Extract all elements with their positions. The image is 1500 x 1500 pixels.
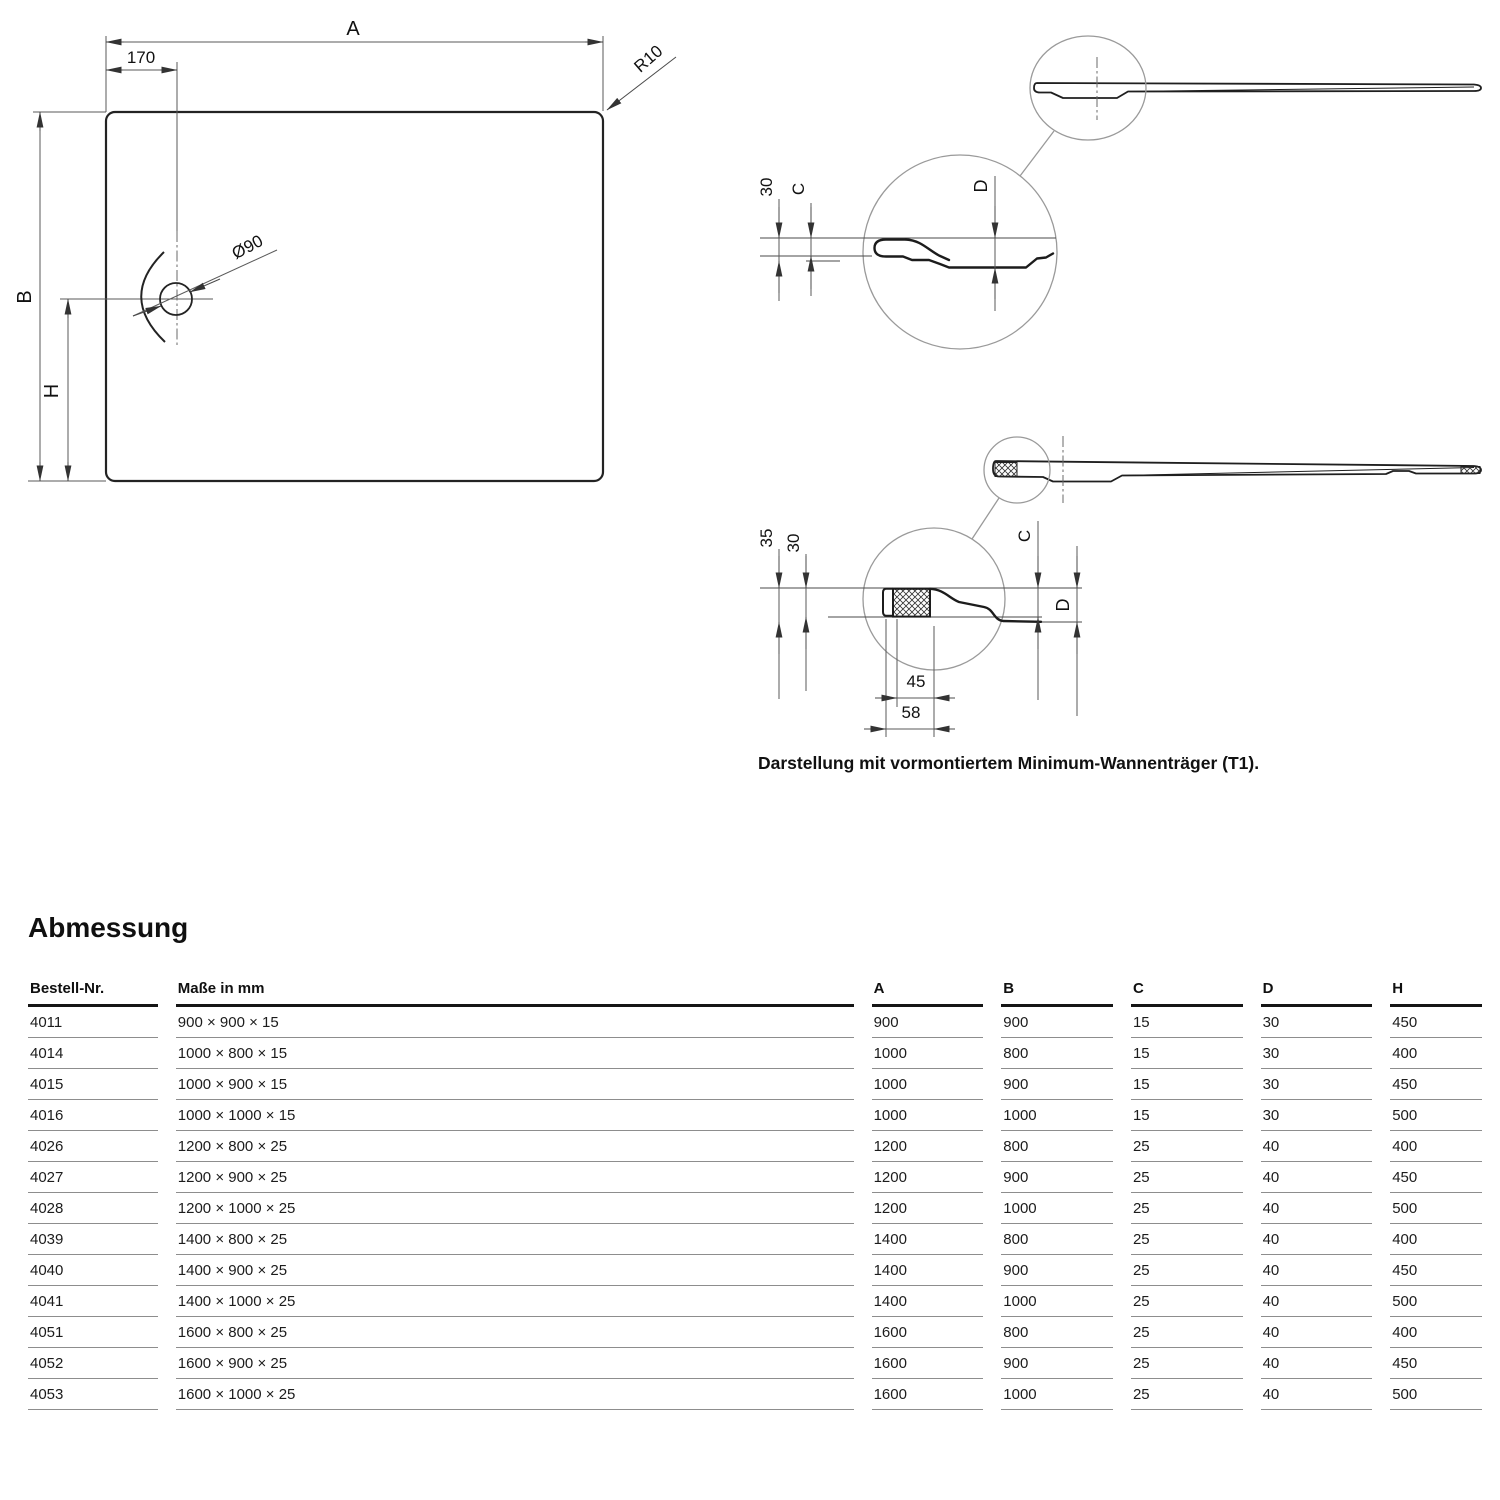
cell-size: 1200 × 1000 × 25 — [176, 1193, 854, 1224]
cell-c: 25 — [1131, 1379, 1243, 1410]
cell-h: 400 — [1390, 1317, 1482, 1348]
cell-d: 40 — [1261, 1255, 1373, 1286]
cell-order-number: 4052 — [28, 1348, 158, 1379]
cell-h: 500 — [1390, 1193, 1482, 1224]
table-row — [28, 1100, 1482, 1131]
carrier-hatch-left — [995, 463, 1017, 477]
dim-label-d-carrier: D — [1053, 598, 1073, 612]
cell-order-number: 4053 — [28, 1379, 158, 1410]
cell-a: 1000 — [872, 1100, 984, 1131]
cell-c: 25 — [1131, 1317, 1243, 1348]
cell-d: 40 — [1261, 1317, 1373, 1348]
cell-h: 500 — [1390, 1100, 1482, 1131]
cell-size: 1400 × 800 × 25 — [176, 1224, 854, 1255]
dim-label-h: H — [41, 383, 63, 399]
cell-order-number: 4011 — [28, 1007, 158, 1038]
cell-h: 450 — [1390, 1069, 1482, 1100]
cell-a: 1200 — [872, 1162, 984, 1193]
col-header-masse: Maße in mm — [176, 980, 854, 1007]
cell-order-number: 4015 — [28, 1069, 158, 1100]
drawing-caption: Darstellung mit vormontiertem Minimum-Wannenträger (T1). — [758, 753, 1260, 773]
cell-a: 1400 — [872, 1255, 984, 1286]
cell-a: 1000 — [872, 1069, 984, 1100]
table-row — [28, 1131, 1482, 1162]
cell-h: 450 — [1390, 1255, 1482, 1286]
cell-c: 15 — [1131, 1007, 1243, 1038]
cell-h: 500 — [1390, 1286, 1482, 1317]
cell-a: 1400 — [872, 1286, 984, 1317]
cell-h: 450 — [1390, 1348, 1482, 1379]
cell-a: 1200 — [872, 1131, 984, 1162]
cell-size: 1400 × 900 × 25 — [176, 1255, 854, 1286]
cell-d: 40 — [1261, 1224, 1373, 1255]
dim-label-d: D — [971, 179, 991, 193]
cell-c: 25 — [1131, 1224, 1243, 1255]
cell-order-number: 4028 — [28, 1193, 158, 1224]
cell-d: 30 — [1261, 1069, 1373, 1100]
cell-d: 40 — [1261, 1286, 1373, 1317]
cell-h: 450 — [1390, 1007, 1482, 1038]
cell-c: 15 — [1131, 1100, 1243, 1131]
cell-d: 30 — [1261, 1007, 1373, 1038]
col-header-b: B — [1001, 980, 1113, 1007]
carrier-section-drawing — [757, 436, 1481, 773]
cell-b: 900 — [1001, 1162, 1113, 1193]
table-row — [28, 1286, 1482, 1317]
cell-order-number: 4051 — [28, 1317, 158, 1348]
cell-b: 800 — [1001, 1317, 1113, 1348]
cell-c: 25 — [1131, 1162, 1243, 1193]
cell-a: 1600 — [872, 1348, 984, 1379]
table-row — [28, 1162, 1482, 1193]
cell-b: 800 — [1001, 1224, 1113, 1255]
detail-circle — [863, 155, 1057, 349]
cell-order-number: 4039 — [28, 1224, 158, 1255]
cell-h: 450 — [1390, 1162, 1482, 1193]
cell-h: 400 — [1390, 1038, 1482, 1069]
cell-a: 1600 — [872, 1317, 984, 1348]
cell-d: 40 — [1261, 1379, 1373, 1410]
cell-size: 1600 × 800 × 25 — [176, 1317, 854, 1348]
cell-c: 15 — [1131, 1069, 1243, 1100]
dim-label-30: 30 — [757, 177, 776, 197]
dim-label-170: 170 — [126, 48, 156, 67]
cell-a: 1400 — [872, 1224, 984, 1255]
table-row — [28, 1007, 1482, 1038]
plan-view-drawing — [14, 18, 676, 481]
cell-b: 1000 — [1001, 1193, 1113, 1224]
table-row — [28, 1069, 1482, 1100]
section-title: Abmessung — [28, 912, 189, 943]
cell-order-number: 4041 — [28, 1286, 158, 1317]
dim-label-c: C — [789, 182, 808, 196]
table-row — [28, 1038, 1482, 1069]
table-row — [28, 1193, 1482, 1224]
cell-size: 1000 × 1000 × 15 — [176, 1100, 854, 1131]
cell-order-number: 4040 — [28, 1255, 158, 1286]
side-section-drawing — [757, 36, 1481, 349]
col-header-h: H — [1390, 980, 1482, 1007]
tray-carrier-profile — [993, 461, 1481, 482]
dim-label-c-carrier: C — [1015, 529, 1034, 543]
cell-c: 25 — [1131, 1193, 1243, 1224]
cell-b: 900 — [1001, 1255, 1113, 1286]
cell-order-number: 4026 — [28, 1131, 158, 1162]
cell-size: 1200 × 900 × 25 — [176, 1162, 854, 1193]
cell-c: 25 — [1131, 1286, 1243, 1317]
cell-order-number: 4027 — [28, 1162, 158, 1193]
cell-b: 900 — [1001, 1069, 1113, 1100]
cell-b: 900 — [1001, 1007, 1113, 1038]
col-header-bestell-nr: Bestell-Nr. — [28, 980, 158, 1007]
cell-d: 40 — [1261, 1193, 1373, 1224]
cell-b: 1000 — [1001, 1286, 1113, 1317]
cell-size: 1600 × 1000 × 25 — [176, 1379, 854, 1410]
tray-profile — [1034, 83, 1481, 98]
dim-label-drain-diameter: Ø90 — [228, 231, 267, 264]
cell-d: 40 — [1261, 1348, 1373, 1379]
table-row — [28, 1255, 1482, 1286]
cell-size: 1000 × 800 × 15 — [176, 1038, 854, 1069]
cell-c: 25 — [1131, 1131, 1243, 1162]
cell-d: 40 — [1261, 1131, 1373, 1162]
cell-c: 25 — [1131, 1348, 1243, 1379]
drain-cross-section — [875, 240, 1054, 268]
cell-c: 25 — [1131, 1255, 1243, 1286]
cell-b: 1000 — [1001, 1100, 1113, 1131]
col-header-a: A — [872, 980, 984, 1007]
cell-h: 400 — [1390, 1131, 1482, 1162]
dim-label-35: 35 — [757, 528, 776, 548]
dim-label-45: 45 — [906, 672, 926, 691]
col-header-d: D — [1261, 980, 1373, 1007]
col-header-c: C — [1131, 980, 1243, 1007]
tray-outline — [106, 112, 603, 481]
cell-order-number: 4014 — [28, 1038, 158, 1069]
carrier-block-section — [893, 589, 930, 617]
cell-b: 1000 — [1001, 1379, 1113, 1410]
carrier-hatch-right — [1461, 467, 1480, 474]
table-row — [28, 1379, 1482, 1410]
table-row — [28, 1348, 1482, 1379]
cell-b: 800 — [1001, 1131, 1113, 1162]
cell-d: 30 — [1261, 1100, 1373, 1131]
table-header — [28, 980, 1482, 1007]
cell-b: 900 — [1001, 1348, 1113, 1379]
table-row — [28, 1224, 1482, 1255]
cell-a: 1200 — [872, 1193, 984, 1224]
dim-label-58: 58 — [901, 703, 921, 722]
cell-h: 500 — [1390, 1379, 1482, 1410]
dim-label-a: A — [346, 18, 360, 40]
cell-a: 1000 — [872, 1038, 984, 1069]
cell-size: 1000 × 900 × 15 — [176, 1069, 854, 1100]
cell-d: 30 — [1261, 1038, 1373, 1069]
cell-d: 40 — [1261, 1162, 1373, 1193]
cell-h: 400 — [1390, 1224, 1482, 1255]
dim-label-r10: R10 — [630, 41, 667, 77]
cell-b: 800 — [1001, 1038, 1113, 1069]
dim-label-b: B — [14, 290, 36, 304]
cell-c: 15 — [1131, 1038, 1243, 1069]
cell-order-number: 4016 — [28, 1100, 158, 1131]
table-body — [28, 1007, 1482, 1410]
cell-size: 1600 × 900 × 25 — [176, 1348, 854, 1379]
cell-a: 1600 — [872, 1379, 984, 1410]
table-row — [28, 1317, 1482, 1348]
cell-size: 1200 × 800 × 25 — [176, 1131, 854, 1162]
cell-size: 1400 × 1000 × 25 — [176, 1286, 854, 1317]
cell-a: 900 — [872, 1007, 984, 1038]
cell-size: 900 × 900 × 15 — [176, 1007, 854, 1038]
dim-label-30-carrier: 30 — [784, 533, 803, 553]
dimensions-table — [10, 980, 1500, 1410]
